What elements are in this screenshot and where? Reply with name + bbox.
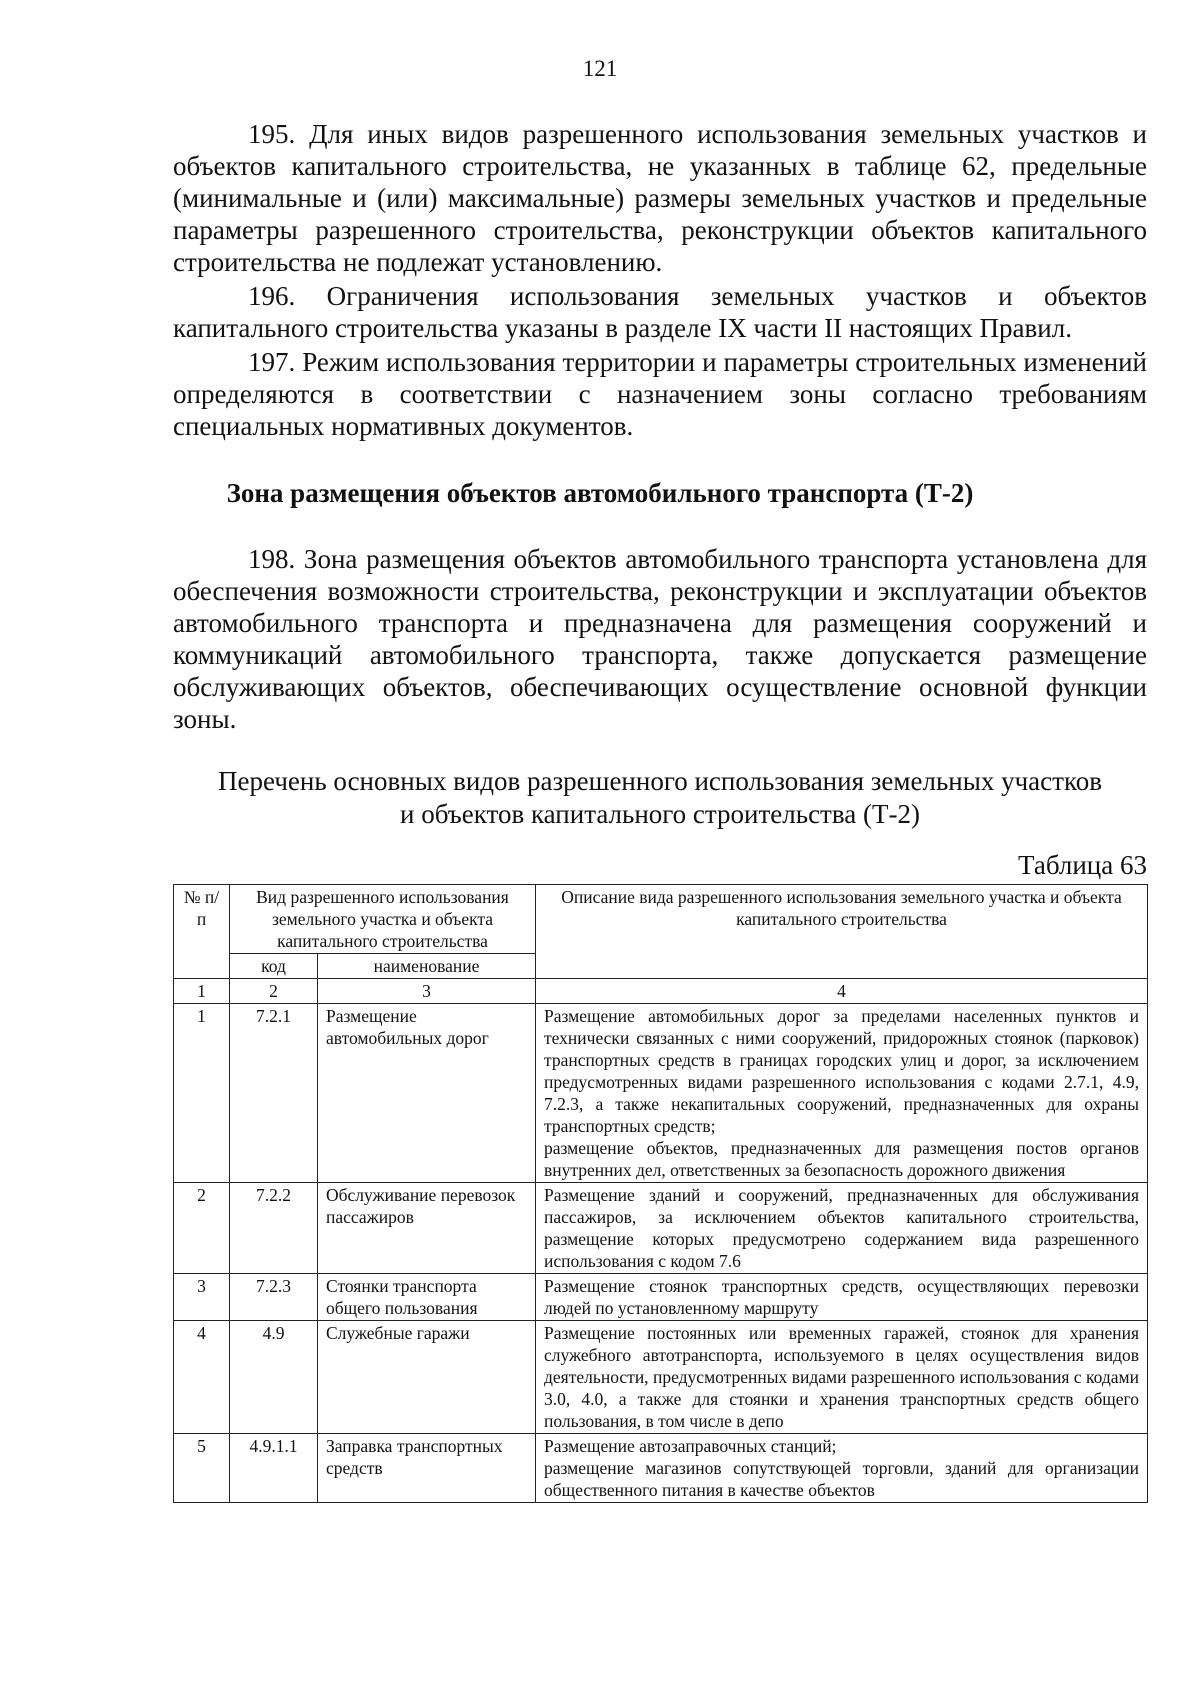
row-code: 7.2.3: [230, 1274, 318, 1321]
header-desc: Описание вида разрешенного использования земельного участка и объекта капитального строительства: [536, 885, 1148, 979]
description-line: Размещение зданий и сооружений, предназначенных для обслуживания пассажиров, за исключением объектов капитального строительства, размещение которых предусмотрено содержанием вида разрешенного использования с кодом 7.6: [544, 1185, 1139, 1271]
paragraph-197: [173, 346, 1147, 442]
row-code: 4.9: [230, 1321, 318, 1434]
description-line: Размещение стоянок транспортных средств, осуществляющих перевозки людей по установленному маршруту: [544, 1276, 1139, 1318]
header-num: № п/п: [174, 885, 230, 979]
table-row: [174, 1321, 1148, 1434]
row-number: 5: [174, 1434, 230, 1503]
page-number: 121: [582, 56, 618, 81]
row-description: [536, 1321, 1148, 1434]
list-title-line-1: Перечень основных видов разрешенного использования земельных участков: [218, 766, 1102, 796]
list-title: [173, 765, 1147, 831]
index-cell: 1: [174, 979, 230, 1004]
description-line: Размещение автомобильных дорог за пределами населенных пунктов и технически связанных с ними сооружений, придорожных стоянок (парковок) транспортных средств в границах городских улиц и дорог, за исключением предусмотренных видами разрешенного использования с кодами 2.7.1, 4.9, 7.2.3, а также некапитальных сооружений, предназначенных для охраны транспортных средств;: [544, 1006, 1139, 1136]
table-index-row: [174, 979, 1148, 1004]
description-line: Размещение постоянных или временных гаражей, стоянок для хранения служебного автотранспорта, используемого в целях осуществления видов деятельности, предусмотренных видами разрешенного использования с кодами 3.0, 4.0, а также для стоянки и хранения транспортных средств общего пользования, в том числе в депо: [544, 1323, 1139, 1431]
paragraph-text: 197. Режим использования территории и параметры строительных изменений определяются в соответствии с назначением зоны согласно требованиям специальных нормативных документов.: [173, 347, 1147, 441]
table-row: [174, 1434, 1148, 1503]
land-use-table: [173, 884, 1148, 1503]
row-code: 7.2.1: [230, 1004, 318, 1183]
row-name: Заправка транспортных средств: [318, 1434, 536, 1503]
table-row: [174, 1183, 1148, 1274]
row-number: 4: [174, 1321, 230, 1434]
row-name: Размещение автомобильных дорог: [318, 1004, 536, 1183]
header-name: наименование: [318, 954, 536, 979]
table-label: Таблица 63: [1018, 850, 1147, 880]
row-description: [536, 1274, 1148, 1321]
row-name: Служебные гаражи: [318, 1321, 536, 1434]
row-number: 1: [174, 1004, 230, 1183]
index-cell: 4: [536, 979, 1148, 1004]
index-cell: 2: [230, 979, 318, 1004]
paragraph-text: 198. Зона размещения объектов автомобильного транспорта установлена для обеспечения возможности строительства, реконструкции и эксплуатации объектов автомобильного транспорта и предназначена для размещения сооружений и коммуникаций автомобильного транспорта, также допускается размещение обслуживающих объектов, обеспечивающих осуществление основной функции зоны.: [173, 544, 1147, 734]
row-number: 2: [174, 1183, 230, 1274]
row-description: [536, 1183, 1148, 1274]
description-line: размещение магазинов сопутствующей торговли, зданий для организации общественного питания в качестве объектов: [544, 1458, 1139, 1500]
description-line: размещение объектов, предназначенных для размещения постов органов внутренних дел, ответственных за безопасность дорожного движения: [544, 1138, 1139, 1180]
paragraph-198: [173, 543, 1147, 735]
row-name: Стоянки транспорта общего пользования: [318, 1274, 536, 1321]
table-row: [174, 1004, 1148, 1183]
paragraph-text: 195. Для иных видов разрешенного использования земельных участков и объектов капитального строительства, не указанных в таблице 62, предельные (минимальные и (или) максимальные) размеры земельных участков и предельные параметры разрешенного строительства, реконструкции объектов капитального строительства не подлежат установлению.: [173, 119, 1147, 277]
paragraph-196: [173, 280, 1147, 344]
index-cell: 3: [318, 979, 536, 1004]
description-line: Размещение автозаправочных станций;: [544, 1436, 837, 1456]
paragraph-195: [173, 118, 1147, 278]
row-number: 3: [174, 1274, 230, 1321]
row-code: 7.2.2: [230, 1183, 318, 1274]
header-code: код: [230, 954, 318, 979]
list-title-line-2: и объектов капитального строительства (Т-2): [400, 799, 920, 829]
row-description: [536, 1004, 1148, 1183]
row-description: [536, 1434, 1148, 1503]
paragraph-text: 196. Ограничения использования земельных участков и объектов капитального строительства указаны в разделе IX части II настоящих Правил.: [173, 281, 1147, 343]
table-header-row: [174, 885, 1148, 954]
table-row: [174, 1274, 1148, 1321]
section-heading: Зона размещения объектов автомобильного транспорта (Т-2): [226, 478, 974, 508]
row-name: Обслуживание перевозок пассажиров: [318, 1183, 536, 1274]
row-code: 4.9.1.1: [230, 1434, 318, 1503]
header-kind: Вид разрешенного использования земельного участка и объекта капитального строительства: [230, 885, 536, 954]
